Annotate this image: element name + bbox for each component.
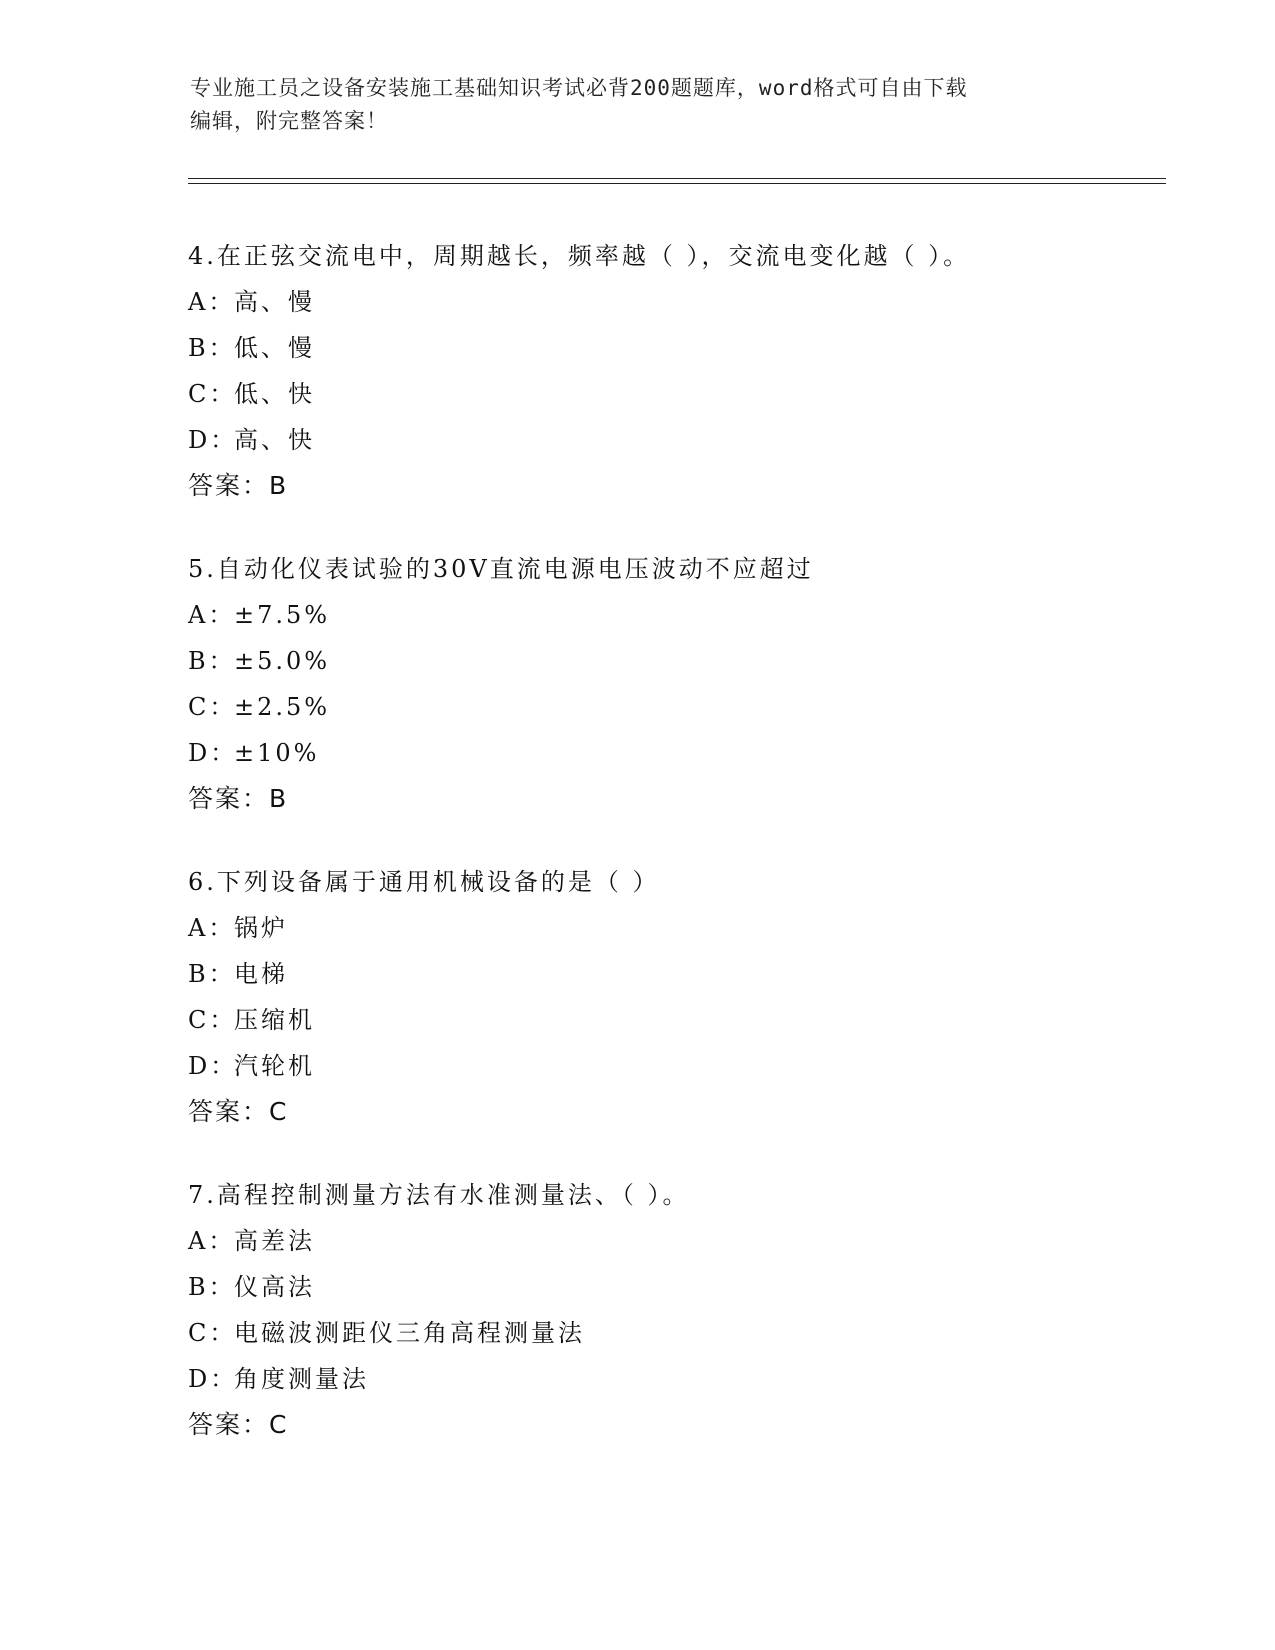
option-text: ±7.5% <box>234 601 331 629</box>
option-text: ±10% <box>234 739 320 767</box>
option-text: 高差法 <box>234 1227 315 1255</box>
answer-line: 答案：B <box>188 471 289 500</box>
option-key: D： <box>188 739 238 767</box>
option-c <box>188 684 1168 730</box>
option-text: 电磁波测距仪三角高程测量法 <box>234 1319 585 1347</box>
answer-line: 答案：C <box>188 1097 289 1126</box>
option-a <box>188 279 1168 325</box>
header-line-1: 专业施工员之设备安装施工基础知识考试必背200题题库，word格式可自由下载 <box>190 76 968 100</box>
option-key: B： <box>188 647 236 675</box>
option-a <box>188 592 1168 638</box>
option-text: 低、快 <box>234 380 315 408</box>
option-key: C： <box>188 1319 237 1347</box>
option-key: D： <box>188 1052 238 1080</box>
option-key: A： <box>188 914 236 942</box>
option-text: 电梯 <box>234 960 288 988</box>
document-header <box>190 72 1090 138</box>
option-key: C： <box>188 1006 237 1034</box>
question-5 <box>188 546 1168 822</box>
option-c <box>188 997 1168 1043</box>
question-7 <box>188 1172 1168 1448</box>
header-divider-top <box>188 178 1166 179</box>
question-stem: 6.下列设备属于通用机械设备的是（ ） <box>188 868 660 896</box>
option-text: 低、慢 <box>234 334 315 362</box>
option-text: 仪高法 <box>234 1273 315 1301</box>
option-a <box>188 905 1168 951</box>
option-d <box>188 1043 1168 1089</box>
option-c <box>188 1310 1168 1356</box>
option-b <box>188 1264 1168 1310</box>
option-key: B： <box>188 1273 236 1301</box>
option-key: B： <box>188 334 236 362</box>
option-text: ±5.0% <box>234 647 331 675</box>
question-list <box>188 233 1168 1485</box>
option-text: 角度测量法 <box>234 1365 369 1393</box>
question-6 <box>188 859 1168 1135</box>
option-text: 高、慢 <box>234 288 315 316</box>
option-key: B： <box>188 960 236 988</box>
option-key: C： <box>188 693 237 721</box>
question-stem: 5.自动化仪表试验的30V直流电源电压波动不应超过 <box>188 555 814 583</box>
answer-line: 答案：C <box>188 1410 289 1439</box>
option-text: 汽轮机 <box>234 1052 315 1080</box>
option-key: D： <box>188 1365 238 1393</box>
option-key: A： <box>188 601 236 629</box>
option-text: 压缩机 <box>234 1006 315 1034</box>
option-d <box>188 730 1168 776</box>
question-4 <box>188 233 1168 509</box>
option-c <box>188 371 1168 417</box>
question-stem: 7.高程控制测量方法有水准测量法、（ ）。 <box>188 1181 690 1209</box>
option-d <box>188 417 1168 463</box>
option-text: 锅炉 <box>234 914 288 942</box>
option-text: ±2.5% <box>234 693 331 721</box>
option-b <box>188 325 1168 371</box>
option-key: D： <box>188 426 238 454</box>
option-key: A： <box>188 288 236 316</box>
option-d <box>188 1356 1168 1402</box>
option-b <box>188 951 1168 997</box>
header-line-2: 编辑，附完整答案！ <box>190 109 388 133</box>
answer-line: 答案：B <box>188 784 289 813</box>
option-b <box>188 638 1168 684</box>
option-text: 高、快 <box>234 426 315 454</box>
option-key: C： <box>188 380 237 408</box>
option-a <box>188 1218 1168 1264</box>
header-divider-bottom <box>188 183 1166 184</box>
option-key: A： <box>188 1227 236 1255</box>
question-stem: 4.在正弦交流电中，周期越长，频率越（ ），交流电变化越（ ）。 <box>188 242 971 270</box>
